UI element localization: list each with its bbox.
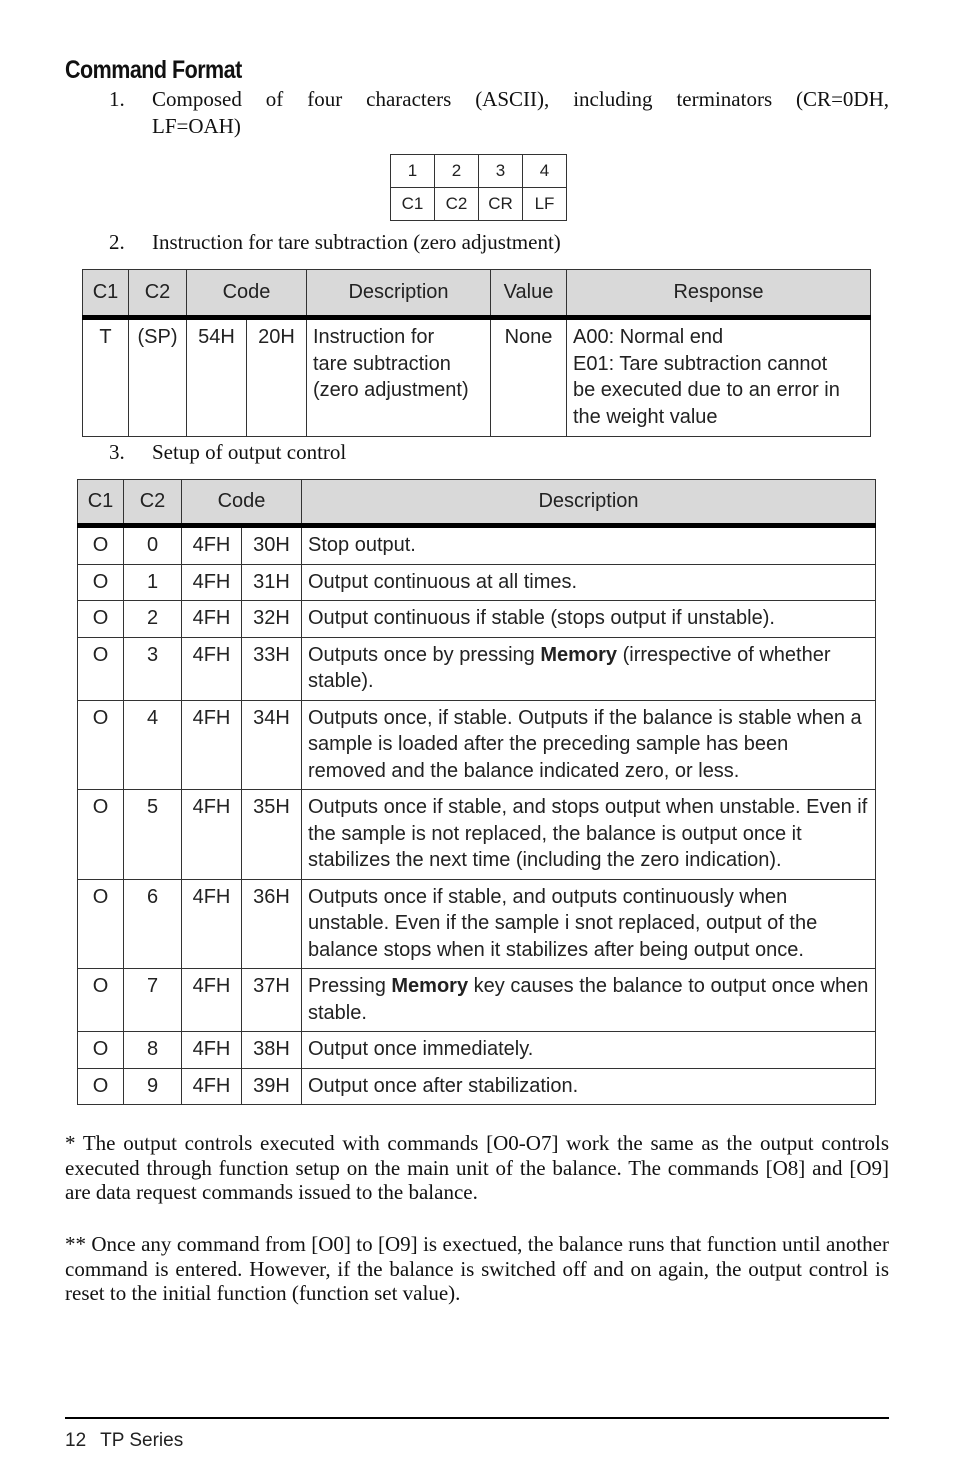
cell-c1: T <box>83 318 129 437</box>
cell-description <box>302 1032 876 1069</box>
cell-code1: 4FH <box>182 526 242 565</box>
cell-c2: 5 <box>124 790 182 880</box>
description-text: Output continuous if stable (stops output if unstable). <box>308 607 775 629</box>
table-row <box>78 700 876 790</box>
key-name: Memory <box>540 643 618 666</box>
list-number: 2. <box>109 230 125 254</box>
table-cell: 2 <box>435 155 479 188</box>
cell-description <box>307 318 491 437</box>
cell-code1: 4FH <box>182 969 242 1032</box>
cell-response <box>567 318 871 437</box>
cell-code2: 30H <box>242 526 302 565</box>
cell-c1: O <box>78 969 124 1032</box>
response-line: A00: Normal end <box>573 326 724 348</box>
cell-description <box>302 969 876 1032</box>
header-c2: C2 <box>129 270 187 318</box>
table-row <box>78 1068 876 1105</box>
description-text: Outputs once, if stable. Outputs if the balance is stable when a sample is loaded after the preceding sample has been removed and the balance indicated zero, or less. <box>308 706 862 782</box>
output-control-table <box>77 479 876 1105</box>
description-text: Stop output. <box>308 534 416 556</box>
cell-c2: 8 <box>124 1032 182 1069</box>
cell-description <box>302 637 876 700</box>
response-line: E01: Tare subtraction cannot <box>573 352 828 375</box>
table-cell: 4 <box>523 155 567 188</box>
description-text: Output once after stabilization. <box>308 1074 579 1097</box>
description-text: (irrespective of whether stable). <box>308 643 831 692</box>
response-line: be executed due to an error in <box>573 379 840 401</box>
cell-code1: 4FH <box>182 1068 242 1105</box>
table-cell: 1 <box>391 155 435 188</box>
cell-description <box>302 879 876 969</box>
cell-c1: O <box>78 564 124 601</box>
cell-c1: O <box>78 1068 124 1105</box>
cell-code1: 4FH <box>182 700 242 790</box>
cell-description <box>302 601 876 638</box>
table-row <box>78 637 876 700</box>
cell-c1: O <box>78 637 124 700</box>
tare-command-table <box>82 269 871 437</box>
description-text: key causes the balance to output once when stable. <box>308 975 869 1024</box>
cell-code2: 34H <box>242 700 302 790</box>
header-value: Value <box>491 270 567 318</box>
cell-code1: 4FH <box>182 601 242 638</box>
table-row <box>78 601 876 638</box>
footnote-single-star: * The output controls executed with commands [O0-O7] work the same as the output controls executed through function setup on the main unit of the balance. The commands [O8] and [O9] are data request commands issued to the balance. <box>65 1131 889 1204</box>
cell-c2: (SP) <box>129 318 187 437</box>
page-number: 12 <box>65 1430 87 1451</box>
header-c2: C2 <box>124 480 182 526</box>
table-row <box>78 790 876 880</box>
footer-rule <box>65 1417 889 1419</box>
list-number: 3. <box>109 440 125 464</box>
key-name: Memory <box>391 975 469 997</box>
header-code: Code <box>182 480 302 526</box>
table-row <box>391 188 567 221</box>
cell-description <box>302 526 876 565</box>
document-title: TP Series <box>100 1430 184 1451</box>
cell-description <box>302 790 876 880</box>
description-line: Instruction for <box>313 326 435 348</box>
list-text: Setup of output control <box>152 440 347 464</box>
output-table-body <box>78 526 876 1105</box>
cell-code2: 32H <box>242 601 302 638</box>
cell-code2: 20H <box>247 318 307 437</box>
cell-c2: 0 <box>124 526 182 565</box>
cell-c1: O <box>78 1032 124 1069</box>
table-header-row <box>83 270 871 318</box>
cell-code2: 38H <box>242 1032 302 1069</box>
table-cell: C1 <box>391 188 435 221</box>
list-text: Instruction for tare subtraction (zero adjustment) <box>152 230 561 254</box>
cell-code2: 31H <box>242 564 302 601</box>
cell-code2: 36H <box>242 879 302 969</box>
description-text: Output continuous at all times. <box>308 570 578 593</box>
cell-code1: 4FH <box>182 879 242 969</box>
table-row <box>78 879 876 969</box>
description-text: Output once immediately. <box>308 1038 534 1060</box>
table-cell: C2 <box>435 188 479 221</box>
cell-code1: 4FH <box>182 564 242 601</box>
table-cell: 3 <box>479 155 523 188</box>
footnote-double-star: ** Once any command from [O0] to [O9] is exectued, the balance runs that function until another command is entered. However, if the balance is switched off and on again, the output control is reset to the initial function (function set value). <box>65 1232 889 1305</box>
cell-code2: 39H <box>242 1068 302 1105</box>
description-text: Outputs once by pressing <box>308 643 541 666</box>
description-text: Outputs once if stable, and outputs continuously when unstable. Even if the sample i snot replaced, output of the balance stops when it stabilizes after being output once. <box>308 885 818 961</box>
table-row <box>78 564 876 601</box>
cell-code2: 37H <box>242 969 302 1032</box>
cell-code1: 4FH <box>182 790 242 880</box>
character-format-table <box>390 154 567 221</box>
table-row <box>83 318 871 437</box>
cell-c2: 6 <box>124 879 182 969</box>
list-text-line2: LF=OAH) <box>152 114 241 138</box>
cell-value: None <box>491 318 567 437</box>
table-row <box>78 1032 876 1069</box>
list-text-line1: Composed of four characters (ASCII), including terminators (CR=0DH, <box>152 87 889 111</box>
cell-c2: 9 <box>124 1068 182 1105</box>
header-response: Response <box>567 270 871 318</box>
table-cell: LF <box>523 188 567 221</box>
header-description: Description <box>307 270 491 318</box>
table-row <box>78 969 876 1032</box>
cell-c2: 1 <box>124 564 182 601</box>
description-text: Pressing <box>308 975 392 997</box>
cell-c1: O <box>78 700 124 790</box>
cell-c1: O <box>78 526 124 565</box>
cell-c1: O <box>78 790 124 880</box>
cell-code1: 4FH <box>182 637 242 700</box>
section-heading: Command Format <box>65 56 242 84</box>
cell-c2: 7 <box>124 969 182 1032</box>
cell-code1: 4FH <box>182 1032 242 1069</box>
cell-description <box>302 564 876 601</box>
cell-c2: 3 <box>124 637 182 700</box>
description-line: tare subtraction <box>313 352 451 375</box>
header-code: Code <box>187 270 307 318</box>
table-row <box>78 526 876 565</box>
description-text: Outputs once if stable, and stops output when unstable. Even if the sample is not replaced, the balance is output once it stabilizes the next time (including the zero indication). <box>308 796 868 871</box>
cell-c1: O <box>78 601 124 638</box>
cell-code1: 54H <box>187 318 247 437</box>
table-cell: CR <box>479 188 523 221</box>
table-header-row <box>78 480 876 526</box>
header-c1: C1 <box>83 270 129 318</box>
response-line: the weight value <box>573 405 718 428</box>
cell-c1: O <box>78 879 124 969</box>
cell-code2: 35H <box>242 790 302 880</box>
cell-code2: 33H <box>242 637 302 700</box>
page-footer <box>65 1430 197 1452</box>
cell-description <box>302 700 876 790</box>
list-number: 1. <box>109 87 125 111</box>
table-row <box>391 155 567 188</box>
cell-c2: 2 <box>124 601 182 638</box>
cell-c2: 4 <box>124 700 182 790</box>
cell-description <box>302 1068 876 1105</box>
header-c1: C1 <box>78 480 124 526</box>
header-description: Description <box>302 480 876 526</box>
description-line: (zero adjustment) <box>313 379 469 401</box>
